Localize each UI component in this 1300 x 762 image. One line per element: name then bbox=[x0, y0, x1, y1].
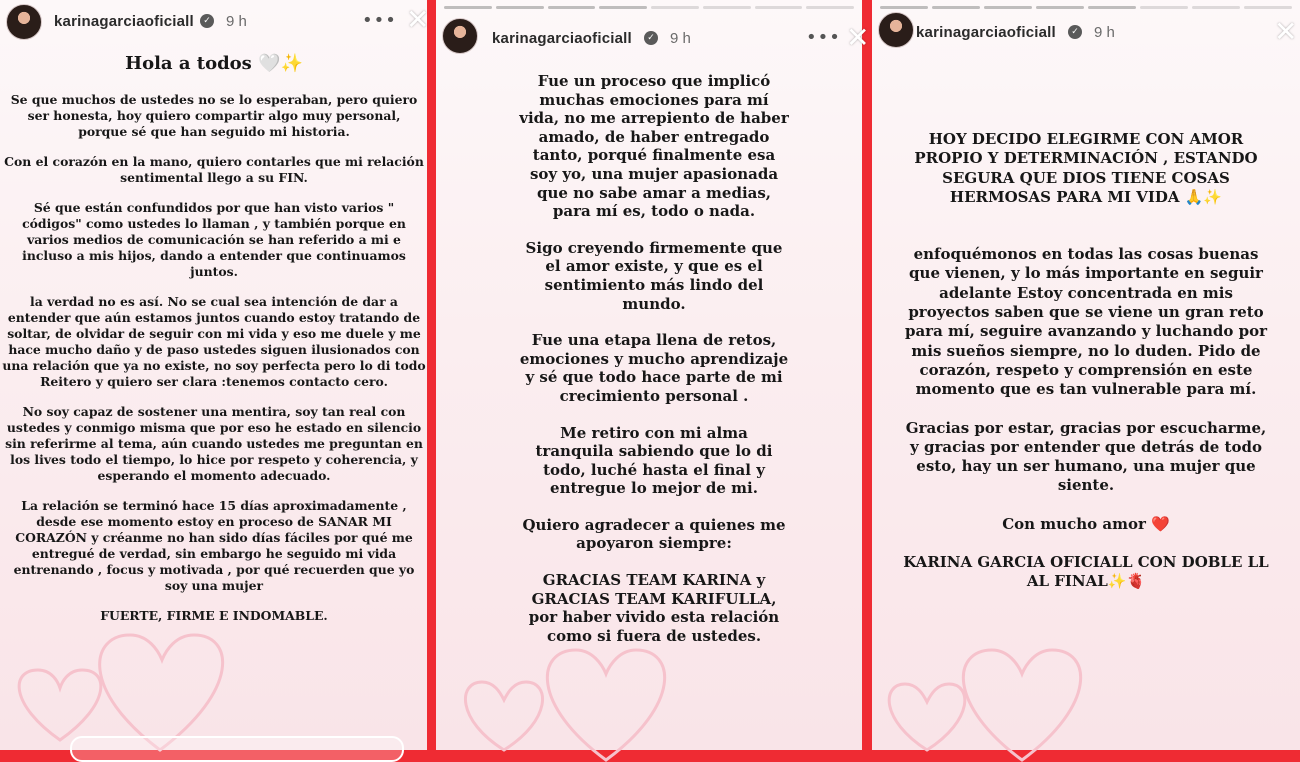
story-panel-2[interactable] bbox=[436, 0, 870, 750]
verified-badge-icon: ✓ bbox=[644, 31, 658, 45]
close-icon[interactable]: ✕ bbox=[1274, 15, 1298, 48]
username[interactable]: karinagarciaoficiall bbox=[54, 13, 194, 30]
reply-input[interactable] bbox=[70, 736, 404, 762]
paragraph: La relación se terminó hace 15 días aproximadamente , desde ese momento estoy en proceso de SANAR MI CORAZÓN y créanme no han sido días fáciles por qué me entregué de verdad, sin embargo he seguido mi vida entrenando , focus y motivada , por qué recuerden que yo soy una mujer bbox=[13, 498, 415, 593]
more-options-icon[interactable]: ••• bbox=[362, 10, 397, 31]
hearts-decoration bbox=[0, 610, 427, 750]
story-title: Hola a todos 🤍✨ bbox=[125, 53, 303, 74]
verified-badge-icon: ✓ bbox=[200, 14, 214, 28]
hearts-decoration bbox=[872, 610, 1300, 750]
hearts-decoration bbox=[436, 610, 862, 750]
close-icon[interactable]: ✕ bbox=[406, 3, 430, 36]
timestamp: 9 h bbox=[670, 30, 691, 47]
paragraph: enfoquémonos en todas las cosas buenas que vienen, y lo más importante en seguir adelante Estoy concentrada en mis proyectos saben que se viene un gran reto para mí, seguire avanzando y luchando por mis sueños siempre, no lo duden. Pido de corazón, respeto y comprensión en este momento que es tan vulnerable para mí. bbox=[904, 245, 1268, 399]
paragraph: Se que muchos de ustedes no se lo esperaban, pero quiero ser honesta, hoy quiero compartir algo muy personal, porque sé que han seguido mi historia. bbox=[10, 92, 418, 139]
paragraph: Fue una etapa llena de retos, emociones y mucho aprendizaje y sé que todo hace parte de mi crecimiento personal . bbox=[519, 331, 789, 405]
story-text bbox=[2, 53, 426, 638]
paragraph: Quiero agradecer a quienes me apoyaron siempre: bbox=[522, 515, 786, 553]
story-header bbox=[876, 0, 1300, 50]
verified-badge-icon: ✓ bbox=[1068, 25, 1082, 39]
paragraph: Sigo creyendo firmemente que el amor existe, y que es el sentimiento más lindo del mundo. bbox=[525, 238, 783, 313]
timestamp: 9 h bbox=[226, 13, 247, 30]
profile-avatar[interactable] bbox=[6, 4, 42, 40]
paragraph: Fue un proceso que implicó muchas emociones para mí vida, no me arrepiento de haber amado, de haber entregado tanto, porqué finalmente esa soy yo, una mujer apasionada que no sabe amar a medias, para mí es, todo o nada. bbox=[519, 72, 789, 221]
profile-avatar[interactable] bbox=[442, 18, 478, 54]
paragraph: Con el corazón en la mano, quiero contarles que mi relación sentimental llego a su FIN. bbox=[4, 154, 424, 185]
username[interactable]: karinagarciaoficiall bbox=[492, 30, 632, 47]
close-icon[interactable]: ✕ bbox=[846, 21, 870, 54]
timestamp: 9 h bbox=[1094, 24, 1115, 41]
paragraph: KARINA GARCIA OFICIALL CON DOBLE LL AL FINAL✨🫀 bbox=[903, 553, 1269, 591]
paragraph: HOY DECIDO ELEGIRME CON AMOR PROPIO Y DETERMINACIÓN , ESTANDO SEGURA QUE DIOS TIENE COSAS HERMOSAS PARA MI VIDA 🙏✨ bbox=[914, 130, 1258, 206]
paragraph: Gracias por estar, gracias por escucharme, y gracias por entender que detrás de todo esto, hay un ser humano, una mujer que siente. bbox=[905, 418, 1267, 495]
story-text bbox=[519, 72, 789, 663]
story-header bbox=[4, 0, 430, 50]
username[interactable]: karinagarciaoficiall bbox=[916, 24, 1056, 41]
story-text bbox=[902, 130, 1270, 611]
paragraph: Me retiro con mi alma tranquila sabiendo que lo di todo, luché hasta el final y entregue lo mejor de mi. bbox=[535, 423, 773, 498]
story-header bbox=[440, 0, 870, 54]
paragraph: la verdad no es así. No se cual sea intención de dar a entender que aún estamos juntos cuando estoy tratando de soltar, de olvidar de seguir con mi vida y eso me duele y me hace mucho daño y de paso ustedes siguen ilusionados con una relación que ya no existe, no soy perfecta pero lo di todo Reitero y quiero ser clara :tenemos contacto cero. bbox=[2, 294, 426, 389]
profile-avatar[interactable] bbox=[878, 12, 914, 48]
story-panel-3[interactable] bbox=[872, 0, 1300, 750]
paragraph: No soy capaz de sostener una mentira, soy tan real con ustedes y conmigo misma que por eso he estado en silencio sin referirme al tema, aún cuando ustedes me preguntan en los lives todo el tiempo, lo hice por respeto y coherencia, y esperando el momento adecuado. bbox=[5, 404, 423, 483]
paragraph: FUERTE, FIRME E INDOMABLE. bbox=[100, 608, 328, 623]
paragraph: Sé que están confundidos por que han visto varios " códigos" como ustedes lo llaman , y también porque en varios medios de comunicación se han referido a mi e incluso a mis hijos, dando a entender que continuamos juntos. bbox=[22, 200, 406, 279]
story-panel-1[interactable] bbox=[0, 0, 430, 750]
paragraph: Con mucho amor ❤️ bbox=[1002, 514, 1170, 533]
more-options-icon[interactable]: ••• bbox=[806, 27, 841, 48]
paragraph: GRACIAS TEAM KARINA y GRACIAS TEAM KARIFULLA, por haber vivido esta relación como si fuera de ustedes. bbox=[528, 571, 780, 645]
